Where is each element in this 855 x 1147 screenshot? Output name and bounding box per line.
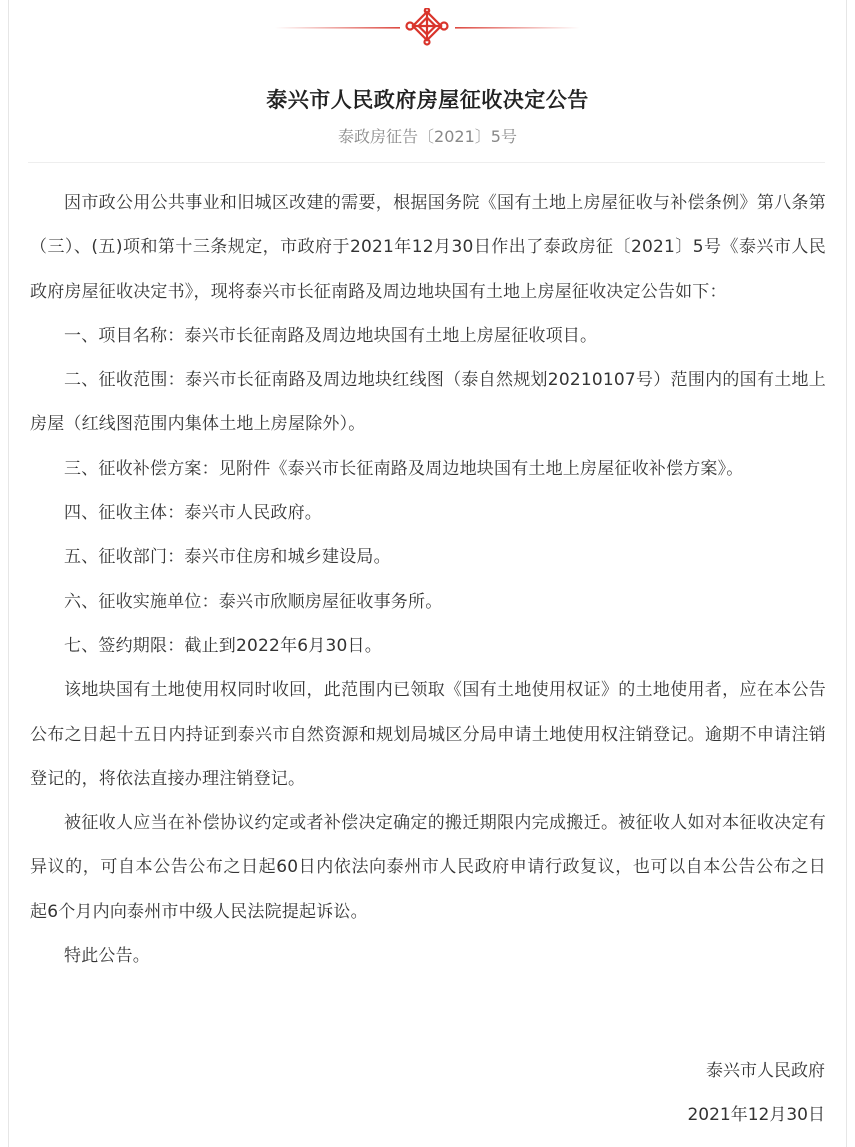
relocation-appeal-paragraph: 被征收人应当在补偿协议约定或者补偿决定确定的搬迁期限内完成搬迁。被征收人如对本征收决定有异议的，可自本公告公布之日起60日内依法向泰州市人民政府申请行政复议，也可以自本公告公布之日起6个月内向泰州市中级人民法院提起诉讼。 [30, 813, 826, 922]
item-project-name: 一、项目名称：泰兴市长征南路及周边地块国有土地上房屋征收项目。 [64, 325, 598, 346]
closing-paragraph: 特此公告。 [64, 946, 150, 967]
header-ornament [0, 8, 855, 48]
item-compensation-plan: 三、征收补偿方案：见附件《泰兴市长征南路及周边地块国有土地上房屋征收补偿方案》。 [64, 458, 744, 479]
item-expropriation-subject: 四、征收主体：泰兴市人民政府。 [64, 503, 322, 524]
page-border-left [8, 0, 9, 1147]
title-divider [28, 162, 825, 163]
ornament-line-left [275, 27, 400, 29]
page-border-right [846, 0, 847, 1147]
chinese-knot-icon [407, 8, 448, 44]
land-use-right-paragraph: 该地块国有土地使用权同时收回，此范围内已领取《国有土地使用权证》的土地使用者，应在本公告公布之日起十五日内持证到泰兴市自然资源和规划局城区分局申请土地使用权注销登记。逾期不申请注销登记的，将依法直接办理注销登记。 [30, 680, 826, 789]
ornament-line-right [455, 27, 580, 29]
item-expropriation-scope: 二、征收范围：泰兴市长征南路及周边地块红线图（泰自然规划20210107号）范围内的国有土地上房屋（红线图范围内集体土地上房屋除外）。 [30, 370, 826, 435]
notice-title: 泰兴市人民政府房屋征收决定公告 [266, 88, 589, 112]
signing-organization: 泰兴市人民政府 [706, 1061, 825, 1081]
item-signing-deadline: 七、签约期限：截止到2022年6月30日。 [64, 635, 382, 656]
document-number: 泰政房征告〔2021〕5号 [338, 127, 517, 146]
item-expropriation-department: 五、征收部门：泰兴市住房和城乡建设局。 [64, 547, 391, 568]
item-implementing-unit: 六、征收实施单位：泰兴市欣顺房屋征收事务所。 [64, 591, 443, 612]
signing-date: 2021年12月30日 [687, 1105, 825, 1125]
notice-body [30, 181, 826, 978]
intro-paragraph: 因市政公用公共事业和旧城区改建的需要，根据国务院《国有土地上房屋征收与补偿条例》第八条第（三）、(五)项和第十三条规定，市政府于2021年12月30日作出了泰政房征〔2021〕5号《泰兴市人民政府房屋征收决定书》，现将泰兴市长征南路及周边地块国有土地上房屋征收决定公告如下： [30, 193, 826, 302]
